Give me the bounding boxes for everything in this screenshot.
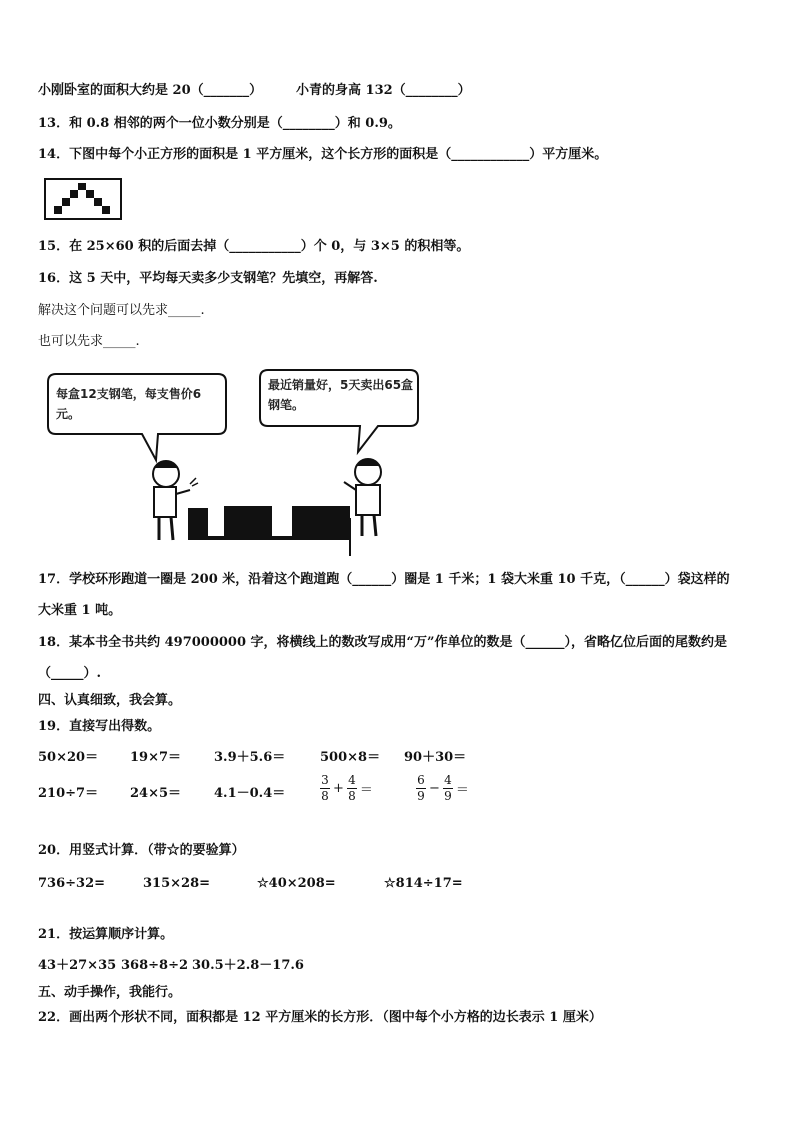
- vertical-calc-item: ☆40×208=: [257, 876, 336, 891]
- section-5-heading: 五、动手操作，我能行。: [38, 985, 182, 1000]
- denominator: 8: [321, 789, 329, 803]
- fraction-expression-1: [320, 774, 376, 803]
- question-17-line-2: 大米重 1 吨。: [38, 603, 122, 618]
- pen-boxes: [188, 506, 350, 556]
- question-18-line-2: （_____）.: [38, 666, 102, 681]
- answer-line-1b: 小青的身高 132（________）: [296, 83, 471, 98]
- question-16-blank-b: 也可以先求_____.: [38, 334, 140, 349]
- denominator: 8: [348, 789, 356, 803]
- grid-rectangle-figure: [44, 178, 122, 220]
- oral-item: 19×7＝: [130, 750, 182, 765]
- vertical-calc-item: 736÷32=: [38, 876, 106, 891]
- order-calc-item: 30.5＋2.8－17.6: [192, 958, 304, 973]
- numerator: 3: [321, 773, 329, 787]
- question-17-line-1: 17．学校环形跑道一圈是 200 米，沿着这个跑道跑（______）圈是 1 千米；1 袋大米重 10 千克，（______）袋这样的: [38, 572, 730, 587]
- denominator: 9: [444, 789, 452, 803]
- question-21: 21．按运算顺序计算。: [38, 927, 174, 942]
- oral-item: 90＋30＝: [404, 750, 467, 765]
- vertical-calc-item: 315×28=: [143, 876, 211, 891]
- order-calc-item: 368÷8÷2: [121, 958, 189, 973]
- operator: +: [333, 781, 344, 796]
- equals-sign: ＝: [359, 783, 373, 798]
- question-18-line-1: 18．某本书全书共约 497000000 字，将横线上的数改写成用“万”作单位的数是（______），省略亿位后面的尾数约是: [38, 635, 728, 650]
- question-15: 15．在 25×60 积的后面去掉（___________）个 0，与 3×5 的积相等。: [38, 239, 470, 254]
- numerator: 6: [417, 773, 425, 787]
- speech-bubble-right-text: 最近销量好，5天卖出65盒钢笔。: [268, 378, 414, 412]
- fraction-expression-2: [416, 774, 472, 803]
- numerator: 4: [444, 773, 452, 787]
- vertical-calc-item: ☆814÷17=: [384, 876, 463, 891]
- question-22: 22．画出两个形状不同，面积都是 12 平方厘米的长方形．（图中每个小方格的边长表示 1 厘米）: [38, 1010, 602, 1025]
- oral-item: 50×20＝: [38, 750, 99, 765]
- question-19: 19．直接写出得数。: [38, 719, 161, 734]
- oral-item: 24×5＝: [130, 786, 182, 801]
- speech-bubble-left-text: 每盒12支钢笔，每支售价6元。: [56, 387, 202, 421]
- oral-item: 500×8＝: [320, 750, 381, 765]
- question-13: 13．和 0.8 相邻的两个一位小数分别是（________）和 0.9。: [38, 116, 401, 131]
- numerator: 4: [348, 773, 356, 787]
- order-calc-item: 43＋27×35: [38, 958, 117, 973]
- denominator: 9: [417, 789, 425, 803]
- oral-item: 4.1－0.4＝: [214, 786, 286, 801]
- question-14: 14．下图中每个小正方形的面积是 1 平方厘米，这个长方形的面积是（____________）平方厘米。: [38, 147, 608, 162]
- answer-line-1a: 小刚卧室的面积大约是 20（_______）: [38, 83, 263, 98]
- operator: −: [429, 781, 440, 796]
- section-4-heading: 四、认真细致，我会算。: [38, 693, 182, 708]
- equals-sign: ＝: [455, 783, 469, 798]
- question-20: 20．用竖式计算．（带☆的要验算）: [38, 843, 245, 858]
- question-16-blank-a: 解决这个问题可以先求_____.: [38, 303, 205, 318]
- question-16: 16．这 5 天中，平均每天卖多少支钢笔？先填空，再解答.: [38, 271, 378, 286]
- oral-item: 210÷7＝: [38, 786, 99, 801]
- oral-item: 3.9＋5.6＝: [214, 750, 286, 765]
